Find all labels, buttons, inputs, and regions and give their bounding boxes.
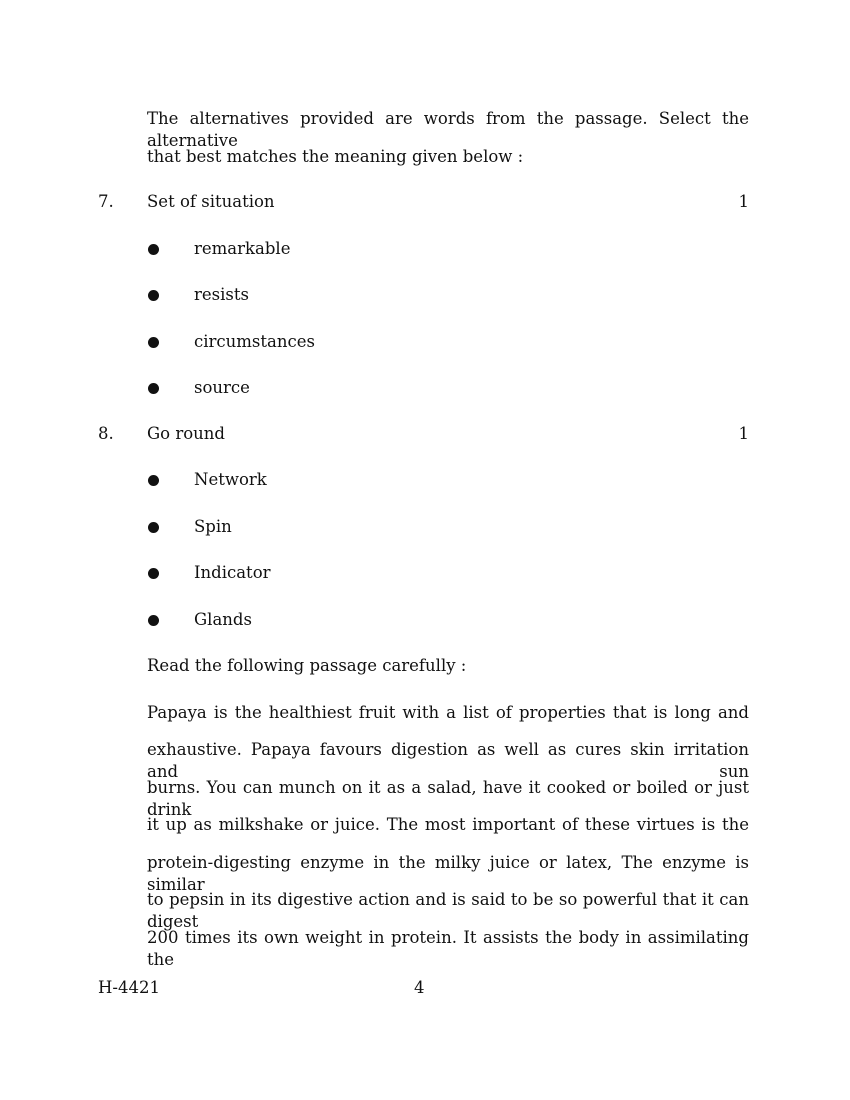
option-text: resists: [194, 285, 249, 304]
passage-line: exhaustive. Papaya favours digestion as well as cures skin irritation and sun: [147, 740, 749, 781]
passage-heading: Read the following passage carefully :: [147, 656, 467, 675]
question-number: 7.: [98, 192, 114, 211]
bullet-icon: [148, 290, 159, 301]
bullet-icon: [148, 475, 159, 486]
option-text: Glands: [194, 610, 252, 629]
document-code: H-4421: [98, 978, 160, 997]
instruction-line-2: that best matches the meaning given below :: [147, 147, 524, 166]
question-number: 8.: [98, 424, 114, 443]
option-text: Spin: [194, 517, 232, 536]
option-text: source: [194, 378, 250, 397]
passage-line: it up as milkshake or juice. The most important of these virtues is the: [147, 815, 749, 834]
bullet-icon: [148, 568, 159, 579]
question-marks: 1: [738, 424, 749, 443]
bullet-icon: [148, 244, 159, 255]
passage-line: burns. You can munch on it as a salad, have it cooked or boiled or just drink: [147, 778, 749, 819]
question-text: Go round: [147, 424, 225, 443]
option-text: circumstances: [194, 332, 315, 351]
passage-line: 200 times its own weight in protein. It assists the body in assimilating the: [147, 928, 749, 969]
passage-line: to pepsin in its digestive action and is said to be so powerful that it can digest: [147, 890, 749, 931]
bullet-icon: [148, 522, 159, 533]
option-text: Indicator: [194, 563, 271, 582]
passage-line: protein-digesting enzyme in the milky juice or latex, The enzyme is similar: [147, 853, 749, 894]
question-text: Set of situation: [147, 192, 275, 211]
bullet-icon: [148, 337, 159, 348]
option-text: remarkable: [194, 239, 291, 258]
passage-line: Papaya is the healthiest fruit with a list of properties that is long and: [147, 703, 749, 722]
option-text: Network: [194, 470, 267, 489]
bullet-icon: [148, 383, 159, 394]
page-number: 4: [414, 978, 425, 997]
instruction-line-1: The alternatives provided are words from the passage. Select the alternative: [147, 109, 749, 150]
question-marks: 1: [738, 192, 749, 211]
bullet-icon: [148, 615, 159, 626]
